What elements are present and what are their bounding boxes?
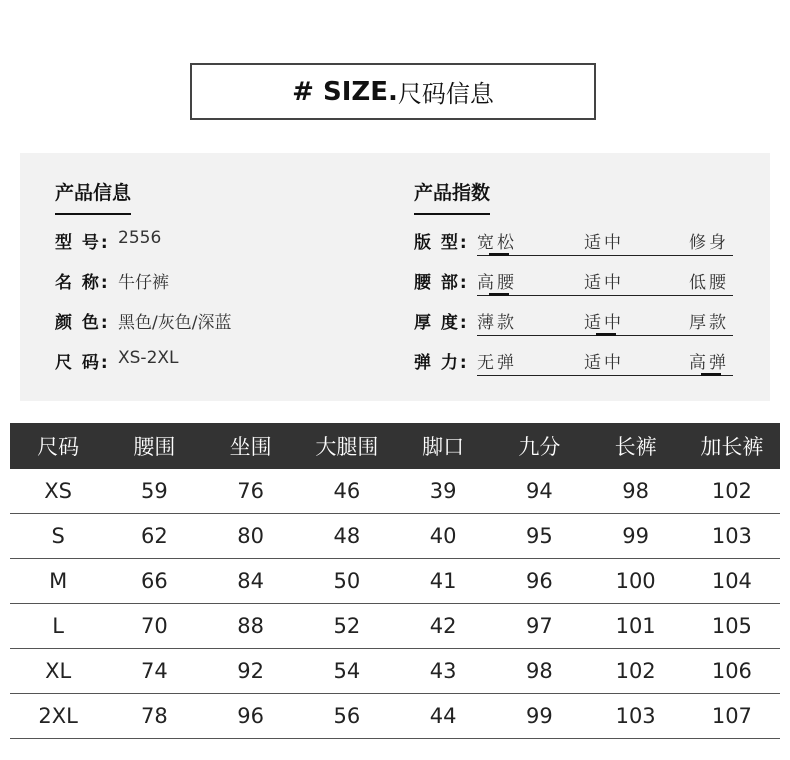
- index-marker: [489, 253, 509, 256]
- table-cell: 59: [106, 469, 202, 514]
- table-cell: 43: [395, 649, 491, 694]
- table-cell: 78: [106, 694, 202, 739]
- table-cell: 40: [395, 514, 491, 559]
- table-cell: 105: [684, 604, 780, 649]
- info-key: 颜 色:: [55, 313, 110, 333]
- size-table: [10, 423, 780, 739]
- table-row: [10, 469, 780, 514]
- index-option: 低腰: [689, 273, 729, 293]
- title-label: 尺码信息: [397, 80, 494, 108]
- table-cell: XS: [10, 469, 106, 514]
- table-row: [10, 604, 780, 649]
- table-cell: 41: [395, 559, 491, 604]
- column-header: 九分: [491, 423, 587, 469]
- info-row-name: [55, 268, 169, 293]
- index-key: 版 型:: [414, 233, 469, 253]
- index-row-fit: [414, 228, 734, 252]
- title-prefix: # SIZE.: [292, 76, 398, 107]
- index-option: 无弹: [477, 353, 517, 373]
- table-cell: XL: [10, 649, 106, 694]
- column-header: 坐围: [203, 423, 299, 469]
- table-cell: 46: [299, 469, 395, 514]
- table-row: [10, 649, 780, 694]
- table-cell: 88: [203, 604, 299, 649]
- column-header: 大腿围: [299, 423, 395, 469]
- table-cell: 42: [395, 604, 491, 649]
- index-option: 宽松: [477, 233, 517, 253]
- table-cell: 95: [491, 514, 587, 559]
- index-option: 厚款: [689, 313, 729, 333]
- info-row-color: [55, 308, 231, 333]
- title-box: [190, 63, 596, 120]
- info-value: 牛仔裤: [118, 273, 169, 293]
- table-cell: L: [10, 604, 106, 649]
- index-marker: [701, 373, 721, 376]
- table-cell: 52: [299, 604, 395, 649]
- table-cell: 62: [106, 514, 202, 559]
- info-key: 尺 码:: [55, 353, 110, 373]
- index-key: 弹 力:: [414, 353, 469, 373]
- index-option: 适中: [584, 233, 624, 253]
- table-cell: 97: [491, 604, 587, 649]
- table-cell: M: [10, 559, 106, 604]
- table-cell: 103: [684, 514, 780, 559]
- table-row: [10, 694, 780, 739]
- table-cell: 54: [299, 649, 395, 694]
- index-scale-line: [477, 295, 733, 296]
- index-option: 修身: [689, 233, 729, 253]
- column-header: 尺码: [10, 423, 106, 469]
- table-row: [10, 514, 780, 559]
- table-cell: 102: [588, 649, 684, 694]
- table-cell: 98: [491, 649, 587, 694]
- index-option: 薄款: [477, 313, 517, 333]
- index-marker: [596, 333, 616, 336]
- column-header: 长裤: [588, 423, 684, 469]
- table-cell: 107: [684, 694, 780, 739]
- table-cell: 101: [588, 604, 684, 649]
- table-cell: 48: [299, 514, 395, 559]
- index-option: 高弹: [689, 353, 729, 373]
- table-row: [10, 559, 780, 604]
- info-key: 名 称:: [55, 273, 110, 293]
- table-header-row: [10, 423, 780, 469]
- table-cell: 84: [203, 559, 299, 604]
- index-key: 厚 度:: [414, 313, 469, 333]
- info-row-model: [55, 228, 161, 253]
- index-marker: [489, 293, 509, 296]
- table-cell: 96: [491, 559, 587, 604]
- info-row-size: [55, 348, 179, 373]
- table-cell: 103: [588, 694, 684, 739]
- index-option: 适中: [584, 273, 624, 293]
- table-cell: 98: [588, 469, 684, 514]
- product-index-heading: 产品指数: [414, 178, 490, 215]
- table-cell: 92: [203, 649, 299, 694]
- index-row-waist: [414, 268, 734, 292]
- column-header: 脚口: [395, 423, 491, 469]
- index-row-elasticity: [414, 348, 734, 372]
- info-key: 型 号:: [55, 233, 110, 253]
- info-value: 黑色/灰色/深蓝: [118, 313, 232, 333]
- info-value: XS-2XL: [118, 348, 179, 368]
- table-cell: 70: [106, 604, 202, 649]
- table-cell: 94: [491, 469, 587, 514]
- table-cell: 104: [684, 559, 780, 604]
- product-info-heading: 产品信息: [55, 178, 131, 215]
- table-cell: 106: [684, 649, 780, 694]
- table-cell: 80: [203, 514, 299, 559]
- table-cell: 100: [588, 559, 684, 604]
- table-cell: 50: [299, 559, 395, 604]
- index-row-thickness: [414, 308, 734, 332]
- table-cell: 96: [203, 694, 299, 739]
- index-scale-line: [477, 255, 733, 256]
- info-panel: [20, 153, 770, 401]
- table-cell: 74: [106, 649, 202, 694]
- table-cell: 99: [491, 694, 587, 739]
- table-cell: 39: [395, 469, 491, 514]
- column-header: 加长裤: [684, 423, 780, 469]
- table-cell: S: [10, 514, 106, 559]
- table-cell: 2XL: [10, 694, 106, 739]
- table-cell: 99: [588, 514, 684, 559]
- index-key: 腰 部:: [414, 273, 469, 293]
- table-cell: 102: [684, 469, 780, 514]
- table-cell: 44: [395, 694, 491, 739]
- table-cell: 76: [203, 469, 299, 514]
- column-header: 腰围: [106, 423, 202, 469]
- table-cell: 66: [106, 559, 202, 604]
- index-scale-line: [477, 375, 733, 376]
- info-value: 2556: [118, 228, 162, 248]
- index-option: 适中: [584, 313, 624, 333]
- index-option: 适中: [584, 353, 624, 373]
- index-option: 高腰: [477, 273, 517, 293]
- table-cell: 56: [299, 694, 395, 739]
